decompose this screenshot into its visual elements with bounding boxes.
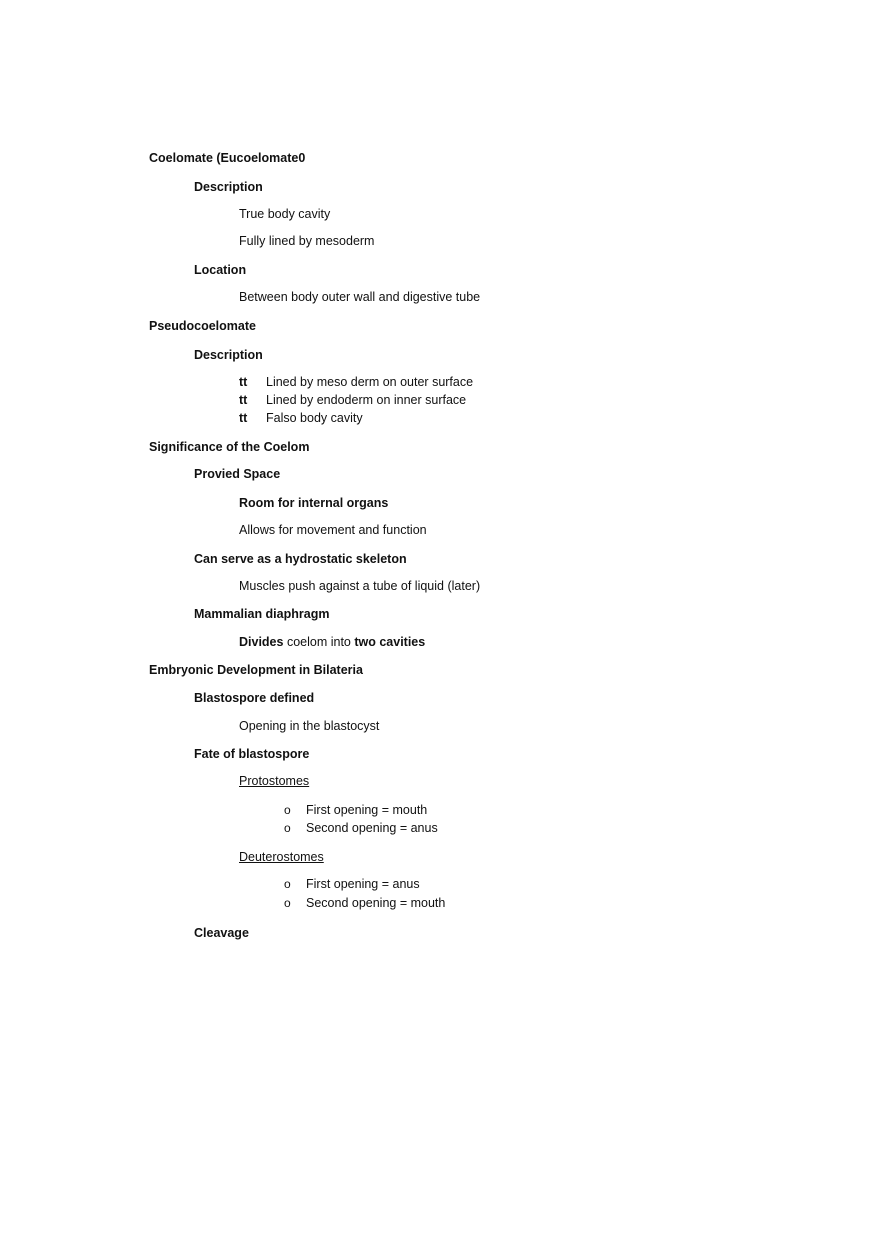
text-allows-movement: Allows for movement and function: [239, 523, 427, 537]
subheading-location: Location: [194, 263, 247, 277]
circle-bullet-icon: o: [284, 896, 291, 910]
bullet-text: Falso body cavity: [266, 411, 363, 425]
bullet-text: First opening = mouth: [306, 803, 428, 817]
bullet-marker: tt: [239, 375, 248, 389]
text-muscles-push: Muscles push against a tube of liquid (later): [239, 579, 481, 593]
bullet-text: Lined by endoderm on inner surface: [266, 393, 467, 407]
subheading-description-2: Description: [194, 348, 263, 362]
subheading-provided-space: Provied Space: [194, 467, 281, 481]
text-divides-coelom: [239, 634, 425, 650]
text-two-cavities-bold: two cavities: [354, 635, 426, 649]
circle-bullet-icon: o: [284, 877, 291, 891]
subheading-cleavage: Cleavage: [194, 926, 249, 940]
subheading-hydrostatic: Can serve as a hydrostatic skeleton: [194, 552, 407, 566]
subheading-fate: Fate of blastospore: [194, 747, 310, 761]
label-deuterostomes: Deuterostomes: [239, 850, 324, 864]
heading-coelomate: Coelomate (Eucoelomate0: [149, 151, 306, 165]
text-divides-bold: Divides: [239, 635, 284, 649]
heading-significance: Significance of the Coelom: [149, 440, 310, 454]
text-fully-lined: Fully lined by mesoderm: [239, 234, 375, 248]
circle-bullet-icon: o: [284, 821, 291, 835]
subheading-description: Description: [194, 180, 263, 194]
text-location: Between body outer wall and digestive tube: [239, 290, 481, 304]
text-divides-plain: coelom into: [283, 635, 355, 649]
label-protostomes: Protostomes: [239, 774, 310, 788]
bullet-text: Lined by meso derm on outer surface: [266, 375, 474, 389]
bullet-text: Second opening = mouth: [306, 896, 446, 910]
subheading-diaphragm: Mammalian diaphragm: [194, 607, 330, 621]
heading-pseudocoelomate: Pseudocoelomate: [149, 319, 256, 333]
bullet-text: First opening = anus: [306, 877, 420, 891]
text-true-body-cavity: True body cavity: [239, 207, 331, 221]
text-blastospore: Opening in the blastocyst: [239, 719, 380, 733]
subheading-blastospore: Blastospore defined: [194, 691, 315, 705]
bullet-text: Second opening = anus: [306, 821, 438, 835]
heading-embryonic: Embryonic Development in Bilateria: [149, 663, 363, 677]
text-room-internal-organs: Room for internal organs: [239, 496, 389, 510]
bullet-marker: tt: [239, 411, 248, 425]
circle-bullet-icon: o: [284, 803, 291, 817]
bullet-marker: tt: [239, 393, 248, 407]
